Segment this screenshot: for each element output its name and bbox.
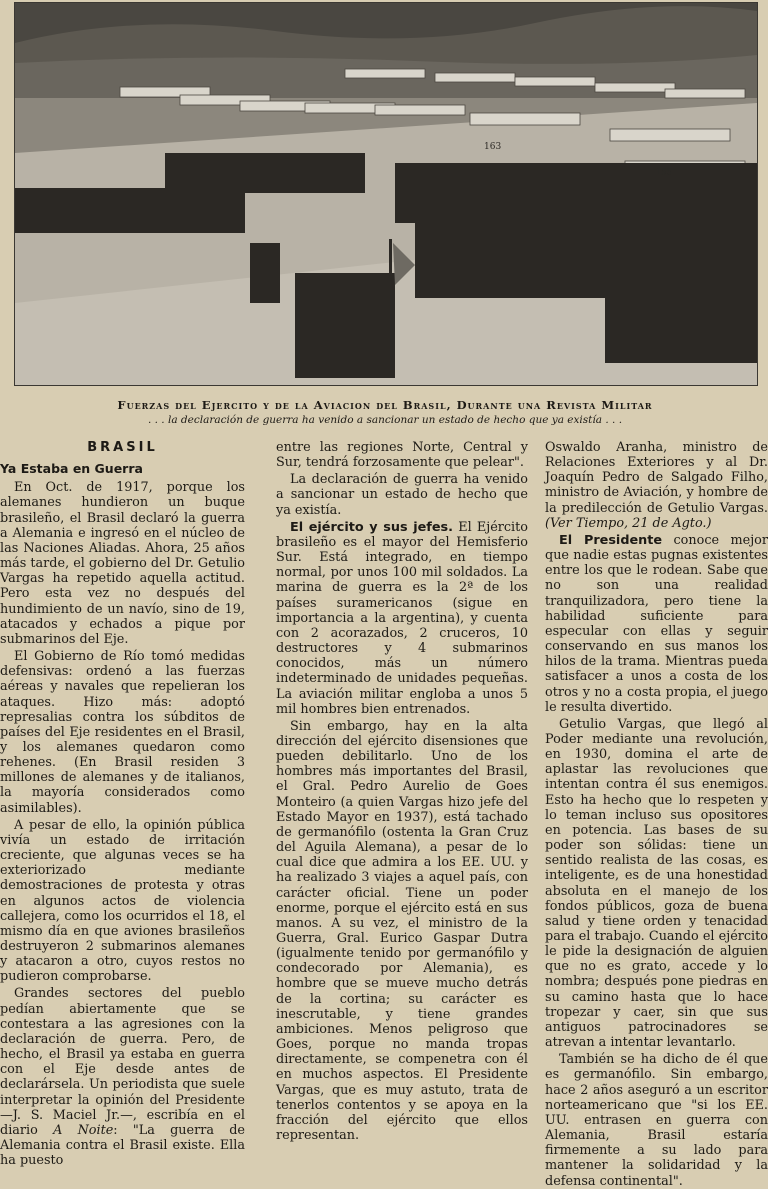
paragraph: En Oct. de 1917, porque los alemanes hundieron un buque brasileño, el Brasil declaró la guerra a Alemania e ingresó en el núcleo de las Naciones Aliadas. Ahora, 25 años más tarde, el gobierno del Dr. Getulio Vargas ha repetido aquella actitud. Pero esta vez no después del hundimiento de un navío, sino de 19, atacados y echados a pique por submarinos del Eje. — [0, 480, 245, 647]
photo-caption-subtitle: . . . la declaración de guerra ha venido a sancionar un estado de hecho que ya existía . . . — [147, 414, 623, 426]
article-subhead: Ya Estaba en Guerra — [0, 461, 143, 477]
newspaper-name: A Noite — [53, 1122, 114, 1138]
paragraph: La declaración de guerra ha venido a sancionar un estado de hecho que ya existía. — [276, 472, 528, 518]
column-3 — [545, 440, 768, 1189]
plane-code-1: 163 — [484, 142, 502, 152]
paragraph — [545, 533, 768, 715]
column-1 — [0, 440, 245, 1169]
paragraph: Getulio Vargas, que llegó al Poder mediante una revolución, en 1930, domina el arte de aplastar las revoluciones que intentan contra él sus enemigos. Esto ha hecho que lo respeten y lo teman incluso sus opositores en potencia. Las bases de su poder son sólidas: tiene un sentido realista de las cosas, es inteligente, es de una honestidad absoluta en el manejo de los fondos públicos, goza de buena salud y tiene orden y tenacidad para el trabajo. Cuando el ejército le pide la designación de alguien que no es grato, accede y lo nombra; después pone piedras en su camino hasta que lo hace tropezar y caer, sin que sus antiguos patrocinadores se atrevan a intentar levantarlo. — [545, 716, 768, 1051]
plane-code-2: 155 — [655, 168, 673, 178]
paragraph-text: Oswaldo Aranha, ministro de Relaciones Exteriores y al Dr. Joaquín Pedro de Salgado Filho, ministro de Aviación, y hombre de la predilección de Getulio Vargas. — [545, 440, 768, 516]
paragraph-text: : "La guerra de Alemania contra el Brasil existe. Ella ha puesto — [0, 1122, 245, 1169]
paragraph: El Gobierno de Río tomó medidas defensivas: ordenó a las fuerzas aéreas y navales que repelieran los ataques. Hizo más: adoptó represalias contra los súbditos de países del Eje residentes en el Brasil, y los alemanes quedaron como rehenes. (En Brasil residen 3 millones de alemanes y de italianos, la mayoría considerados como asimilables). — [0, 649, 245, 816]
paragraph-text: El Ejército brasileño es el mayor del Hemisferio Sur. Está integrado, en tiempo normal, por unos 100 mil soldados. La marina de guerra es la 2ª de los países suramericanos (sigue en importancia a la argentina), y cuenta con 2 acorazados, 2 cruceros, 10 destructores y 4 submarinos conocidos, más un número indeterminado de unidades pequeñas. La aviación militar engloba a unos 5 mil hombres bien entrenados. — [276, 519, 528, 717]
military-review-photo — [14, 2, 758, 386]
paragraph — [276, 520, 528, 717]
runin-heading: El Presidente — [559, 532, 663, 548]
paragraph — [545, 440, 768, 531]
paragraph: También se ha dicho de él que es germanófilo. Sin embargo, hace 2 años aseguró a un escritor norteamericano que "si los EE. UU. entrasen en guerra con Alemania, Brasil estaría firmemente a su lado para mantener la solidaridad y la defensa continental". — [545, 1052, 768, 1189]
column-2 — [276, 440, 528, 1144]
section-title: BRASIL — [87, 440, 158, 455]
cross-reference: (Ver Tiempo, 21 de Agto.) — [545, 515, 712, 531]
paragraph: A pesar de ello, la opinión pública vivía un estado de irritación creciente, que algunas veces se ha exteriorizado mediante demostraciones de protesta y otras en algunos actos de violencia callejera, como los ocurridos el 18, el mismo día en que aviones brasileños destruyeron 2 submarinos alemanes y atacaron a otro, cuyos restos no pudieron comprobarse. — [0, 817, 245, 985]
runin-heading: El ejército y sus jefes. — [290, 519, 453, 535]
paragraph-text: conoce mejor que nadie estas pugnas existentes entre los que le rodean. Sabe que no son una realidad tranquilizadora, pero tiene la habilidad suficiente para especular con ellas y seguir conservando en sus manos los hilos de la trama. Mientras pueda satisfacer a unos a costa de los otros y no a costa propia, el juego le resulta divertido. — [545, 532, 768, 715]
paragraph-text: Grandes sectores del pueblo pedían abiertamente que se contestara a las agresiones con la declaración de guerra. Pero, de hecho, el Brasil ya estaba en guerra con el Eje desde antes de declarársela. Un periodista que suele interpretar la opinión del Presidente —J. S. Maciel Jr.—, escribía en el diario — [0, 986, 245, 1138]
paragraph — [0, 986, 245, 1168]
paragraph: Sin embargo, hay en la alta dirección del ejército disensiones que pueden debilitarlo. Uno de los hombres más importantes del Brasil, el Gral. Pedro Aurelio de Goes Monteiro (a quien Vargas hizo jefe del Estado Mayor en 1937), está tachado de germanófilo (ostenta la Gran Cruz del Aguila Alemana), a pesar de lo cual dice que admira a los EE. UU. y ha realizado 3 viajes a aquel país, con carácter oficial. Tiene un poder enorme, porque el ejército está en sus manos. A su vez, el ministro de la Guerra, Gral. Eurico Gaspar Dutra (igualmente tenido por germanófilo y condecorado por Alemania), es hombre que se mueve mucho detrás de la cortina; su carácter es inescrutable, y tiene grandes ambiciones. Menos peligroso que Goes, porque no manda tropas directamente, se compenetra con él en muchos aspectos. El Presidente Vargas, que es muy astuto, trata de tenerlos contentos y se apoya en la fracción del ejército que ellos representan. — [276, 718, 528, 1144]
photo-illustration — [15, 3, 757, 385]
paragraph: entre las regiones Norte, Central y Sur, tendrá forzosamente que pelear". — [276, 440, 528, 471]
photo-caption-title: Fuerzas del Ejercito y de la Aviacion del Brasil, Durante una Revista Militar — [117, 398, 653, 412]
